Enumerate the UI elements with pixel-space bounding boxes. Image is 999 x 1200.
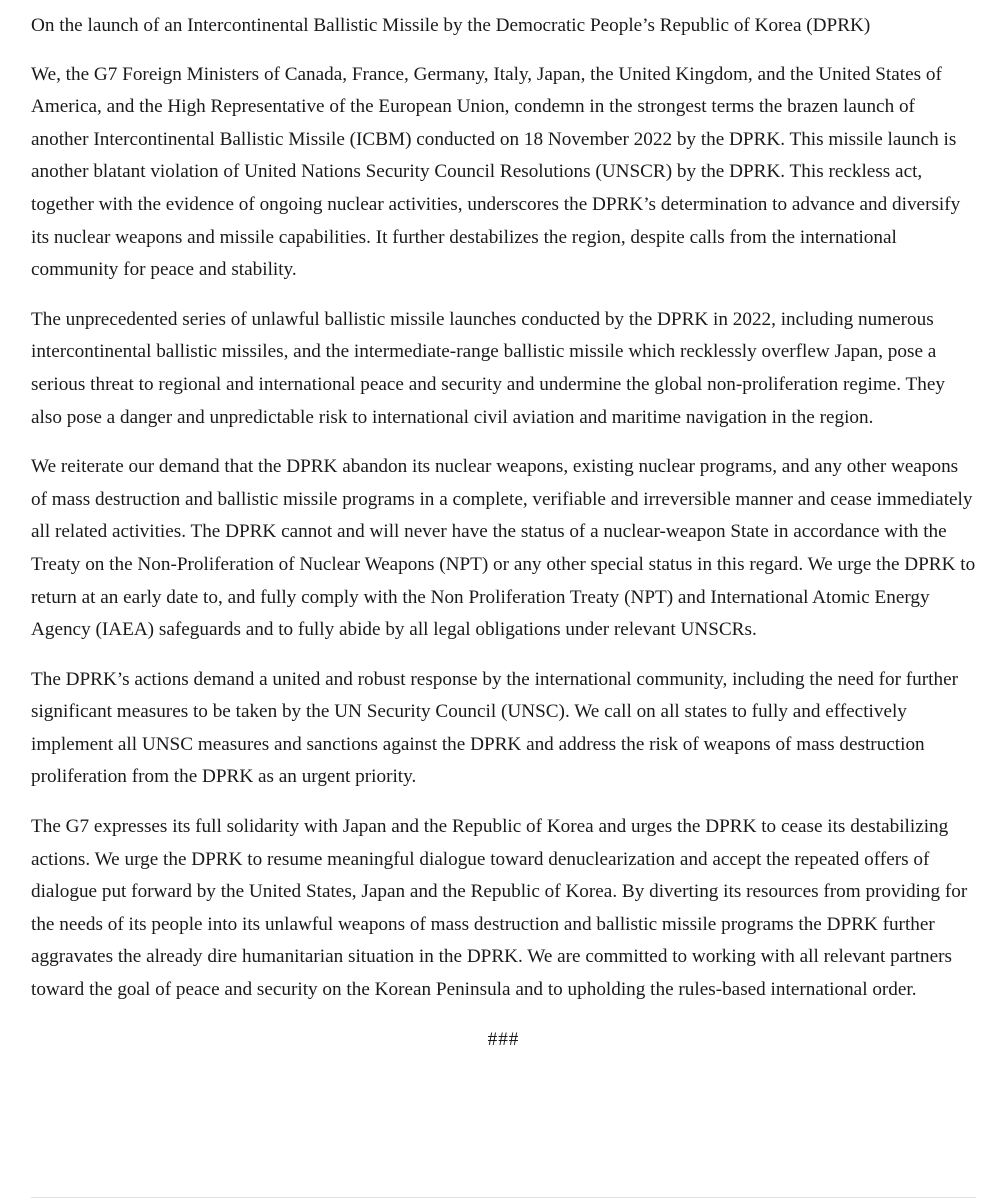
bottom-divider: [31, 1197, 976, 1198]
paragraph-demand: We reiterate our demand that the DPRK abandon its nuclear weapons, existing nuclear programs, and any other weapons of mass destruction and ballistic missile programs in a complete, verifiable and irreversible manner and cease immediately all related activities. The DPRK cannot and will never have the status of a nuclear-weapon State in accordance with the Treaty on the Non-Proliferation of Nuclear Weapons (NPT) or any other special status in this regard. We urge the DPRK to return at an early date to, and fully comply with the Non Proliferation Treaty (NPT) and International Atomic Energy Agency (IAEA) safeguards and to fully abide by all legal obligations under relevant UNSCRs.: [31, 456, 976, 641]
statement-title: On the launch of an Intercontinental Ballistic Missile by the Democratic People’s Republic of Korea (DPRK): [31, 15, 871, 36]
end-mark: ###: [487, 1028, 520, 1050]
statement-document: [31, 10, 976, 1056]
paragraph-launch-series: The unprecedented series of unlawful ballistic missile launches conducted by the DPRK in 2022, including numerous intercontinental ballistic missiles, and the intermediate-range ballistic missile which recklessly overflew Japan, pose a serious threat to regional and international peace and security and undermine the global non-proliferation regime. They also pose a danger and unpredictable risk to international civil aviation and maritime navigation in the region.: [31, 308, 945, 428]
paragraph-solidarity: The G7 expresses its full solidarity with Japan and the Republic of Korea and urges the DPRK to cease its destabilizing actions. We urge the DPRK to resume meaningful dialogue toward denuclearization and accept the repeated offers of dialogue put forward by the United States, Japan and the Republic of Korea. By diverting its resources from providing for the needs of its people into its unlawful weapons of mass destruction and ballistic missile programs the DPRK further aggravates the already dire humanitarian situation in the DPRK. We are committed to working with all relevant partners toward the goal of peace and security on the Korean Peninsula and to upholding the rules-based international order.: [31, 816, 968, 1001]
paragraph-condemnation: We, the G7 Foreign Ministers of Canada, France, Germany, Italy, Japan, the United Kingdom, and the United States of America, and the High Representative of the European Union, condemn in the strongest terms the brazen launch of another Intercontinental Ballistic Missile (ICBM) conducted on 18 November 2022 by the DPRK. This missile launch is another blatant violation of United Nations Security Council Resolutions (UNSCR) by the DPRK. This reckless act, together with the evidence of ongoing nuclear activities, underscores the DPRK’s determination to advance and diversify its nuclear weapons and missile capabilities. It further destabilizes the region, despite calls from the international community for peace and stability.: [31, 63, 961, 281]
paragraph-response: The DPRK’s actions demand a united and robust response by the international community, including the need for further significant measures to be taken by the UN Security Council (UNSC). We call on all states to fully and effectively implement all UNSC measures and sanctions against the DPRK and address the risk of weapons of mass destruction proliferation from the DPRK as an urgent priority.: [31, 668, 958, 788]
